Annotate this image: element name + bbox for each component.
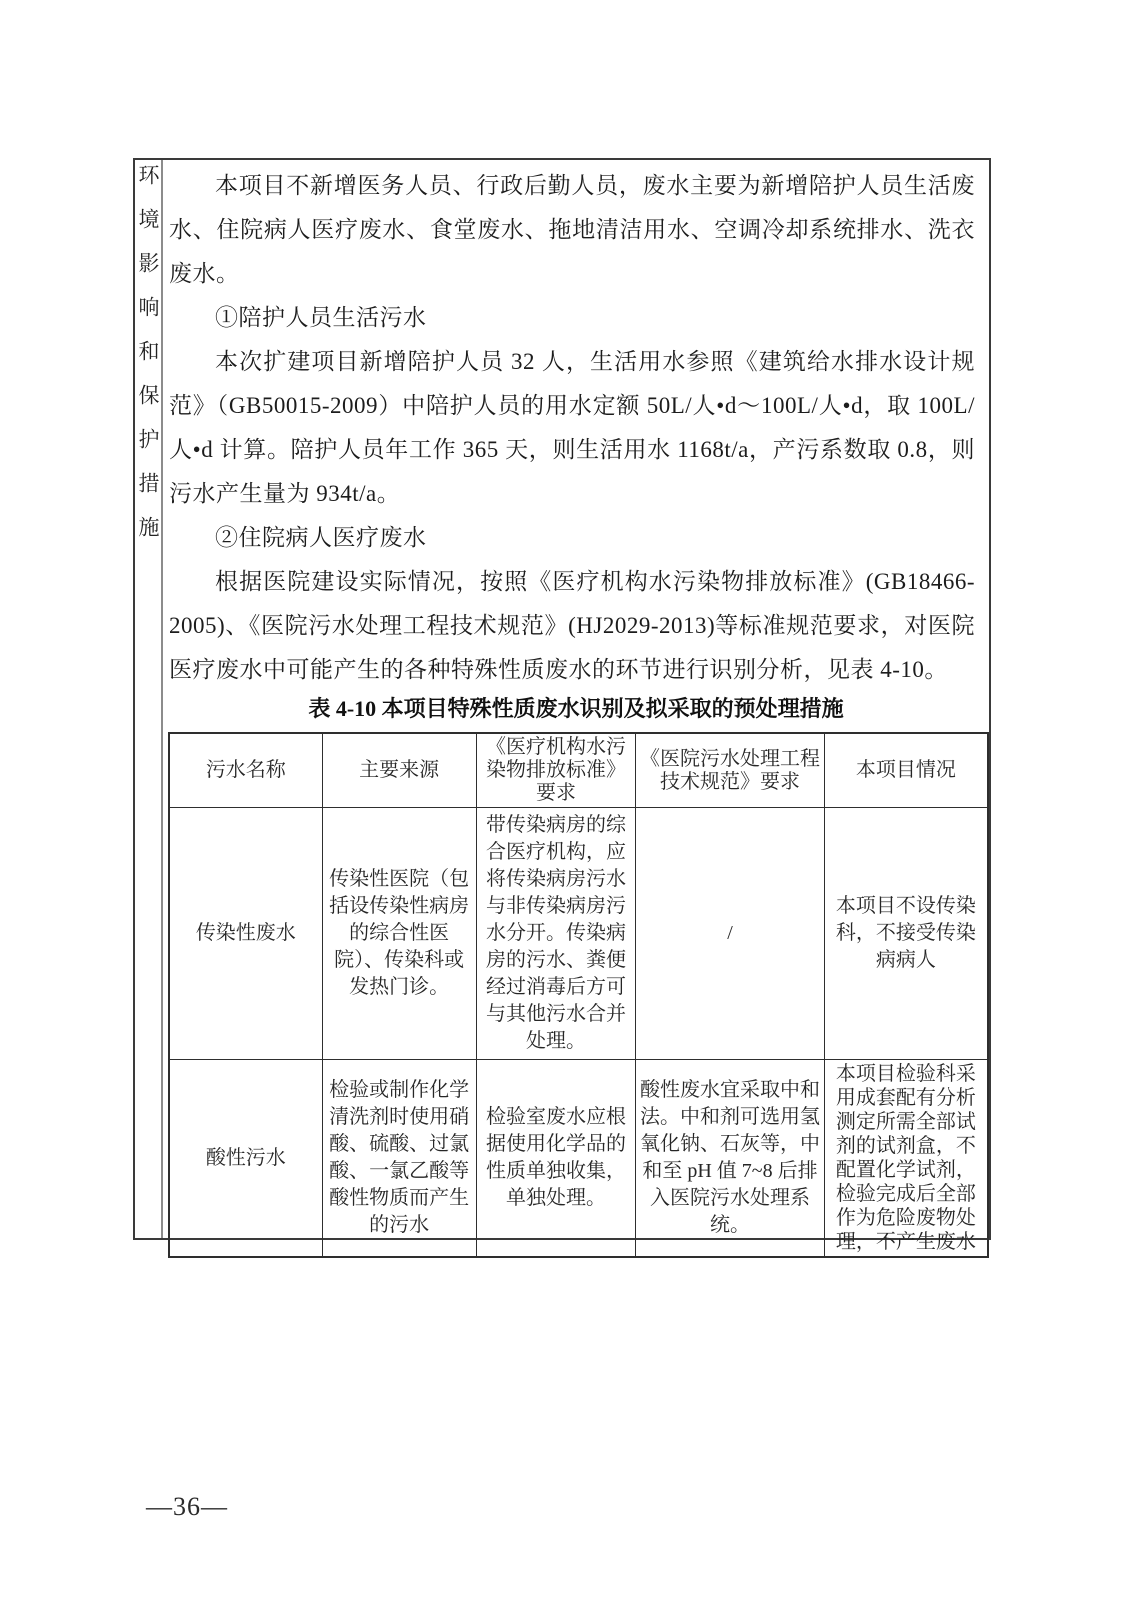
table-cell-name: 传染性废水 <box>169 808 322 1060</box>
form-row-header-column <box>135 160 163 1238</box>
paragraph-heading-1: ①陪护人员生活污水 <box>215 305 427 330</box>
paragraph-overview: 本项目不新增医务人员、行政后勤人员，废水主要为新增陪护人员生活废水、住院病人医疗废水、食堂废水、拖地清洁用水、空调冷却系统排水、洗衣废水。 <box>169 173 975 286</box>
paragraph-heading-2: ②住院病人医疗废水 <box>215 525 427 550</box>
column-header-technical-spec: 《医院污水处理工程技术规范》要求 <box>636 733 824 808</box>
body-text-block <box>163 164 989 692</box>
column-header-main-source: 主要来源 <box>322 733 476 808</box>
column-header-project-situation: 本项目情况 <box>824 733 988 808</box>
table-row-acidic <box>169 1060 988 1258</box>
sidebar-vertical-label: 环境影响和保护措施 <box>136 164 160 560</box>
table-container <box>168 732 989 1258</box>
table-cell-project: 本项目检验科采用成套配有分析测定所需全部试剂的试剂盒，不配置化学试剂，检验完成后全部作为危险废物处理，不产生废水 <box>824 1060 988 1258</box>
table-cell-standard: 检验室废水应根据使用化学品的性质单独收集，单独处理。 <box>476 1060 636 1258</box>
table-cell-spec: 酸性废水宜采取中和法。中和剂可选用氢氧化钠、石灰等，中和至 pH 值 7~8 后排入医院污水处理系统。 <box>636 1060 824 1258</box>
paragraph-accompany-wastewater: 本次扩建项目新增陪护人员 32 人，生活用水参照《建筑给水排水设计规范》（GB50015-2009）中陪护人员的用水定额 50L/人•d～100L/人•d，取 100L/人•d 计算。陪护人员年工作 365 天，则生活用水 1168t/a，产污系数取 0.8，则污水产生量为 934t/a。 <box>169 349 975 506</box>
table-cell-source: 检验或制作化学清洗剂时使用硝酸、硫酸、过氯酸、一氯乙酸等酸性物质而产生的污水 <box>322 1060 476 1258</box>
table-header-row <box>169 733 988 808</box>
table-row-infectious <box>169 808 988 1060</box>
table-cell-standard: 带传染病房的综合医疗机构，应将传染病房污水与非传染病房污水分开。传染病房的污水、粪便经过消毒后方可与其他污水合并处理。 <box>476 808 636 1060</box>
document-form-frame <box>133 158 991 1253</box>
column-header-discharge-standard: 《医疗机构水污染物排放标准》要求 <box>476 733 636 808</box>
special-wastewater-table <box>168 732 989 1258</box>
page-number: —36— <box>146 1492 228 1521</box>
table-cell-name: 酸性污水 <box>169 1060 322 1258</box>
table-cell-source: 传染性医院（包括设传染性病房的综合性医院）、传染科或发热门诊。 <box>322 808 476 1060</box>
column-header-wastewater-name: 污水名称 <box>169 733 322 808</box>
paragraph-medical-wastewater: 根据医院建设实际情况，按照《医疗机构水污染物排放标准》(GB18466-2005)、《医院污水处理工程技术规范》(HJ2029-2013)等标准规范要求，对医院医疗废水中可能产生的各种特殊性质废水的环节进行识别分析，见表 4-10。 <box>169 569 975 682</box>
table-title: 表 4-10 本项目特殊性质废水识别及拟采取的预处理措施 <box>308 696 844 721</box>
table-cell-project: 本项目不设传染科，不接受传染病病人 <box>824 808 988 1060</box>
table-cell-spec: / <box>636 808 824 1060</box>
form-content-cell <box>163 160 989 1253</box>
